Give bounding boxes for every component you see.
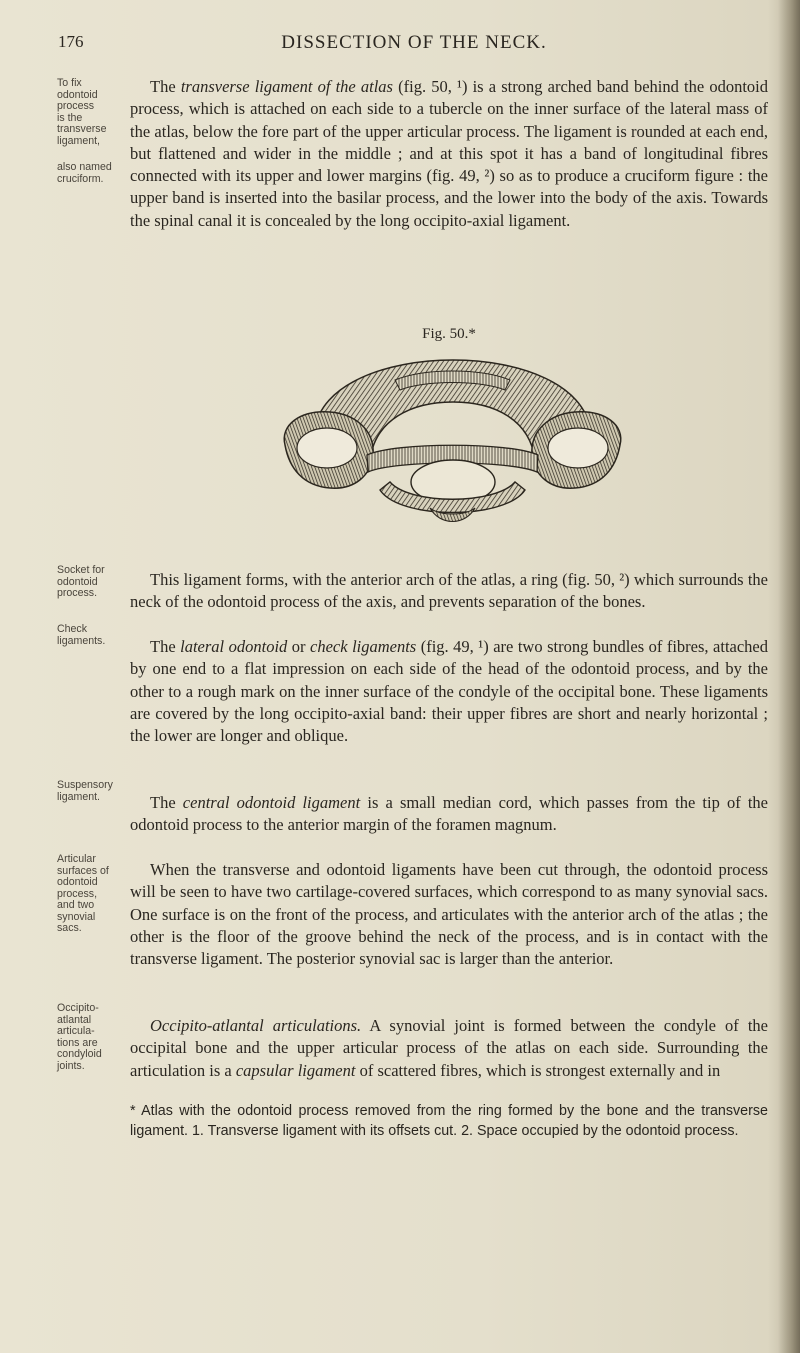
margin-note-cruciform xyxy=(57,162,123,185)
paragraph-occipito-atlantal xyxy=(130,1015,768,1082)
italic-term: check ligaments xyxy=(310,637,417,656)
text-run: The xyxy=(150,637,181,656)
paragraph-transverse-ligament xyxy=(130,76,768,232)
figure-caption: Fig. 50.* xyxy=(422,326,476,342)
margin-note-transverse-ligament xyxy=(57,78,123,147)
text-run: of scattered fibres, which is strongest externally and in xyxy=(355,1060,721,1080)
margin-note-line: articula- xyxy=(57,1025,95,1037)
paragraph-articular-surfaces xyxy=(130,859,768,970)
margin-note-line: To fix xyxy=(57,77,82,89)
text-run: The xyxy=(150,793,183,812)
margin-note-check-ligaments xyxy=(57,624,123,647)
margin-note-line: sacs. xyxy=(57,922,82,934)
margin-note-line: joints. xyxy=(57,1059,85,1072)
paragraph-central-odontoid xyxy=(130,792,768,837)
margin-note-articular xyxy=(57,854,123,935)
margin-note-socket xyxy=(57,565,123,600)
margin-note-line: synovial xyxy=(57,910,96,923)
italic-term: lateral odontoid xyxy=(180,637,288,656)
margin-note-line: process. xyxy=(57,587,98,599)
italic-term: Occipito-atlantal articulations. xyxy=(150,1016,362,1035)
margin-note-line: ligament, xyxy=(57,134,100,147)
atlas-vertebra-illustration xyxy=(275,350,630,530)
text-run: A synovial joint is formed between the condyle of the occipital bone and the upper articular process of the atlas on each side. Surrounding the articulation is a xyxy=(130,1016,769,1080)
text-run: The xyxy=(150,77,181,96)
margin-note-line: surfaces of xyxy=(57,864,109,877)
margin-note-line: cruciform. xyxy=(57,172,104,185)
text-run: is a small median cord, which passes from the tip of the odontoid process to the anterior margin of the foramen magnum. xyxy=(130,793,769,835)
margin-note-suspensory xyxy=(57,780,123,803)
paragraph-check-ligaments xyxy=(130,636,768,747)
margin-note-line: process xyxy=(57,100,95,112)
italic-term: capsular ligament xyxy=(235,1060,356,1080)
italic-term: transverse ligament of the atlas xyxy=(180,77,393,96)
figure-footnote: * Atlas with the odontoid process removed from the ring formed by the bone and the transverse ligament. 1. Transverse ligament with its offsets cut. 2. Space occupied by the odontoid process. xyxy=(130,1103,768,1139)
margin-note-line: atlantal xyxy=(57,1013,92,1026)
text-run: or xyxy=(287,637,311,656)
margin-note-line: condyloid xyxy=(57,1048,102,1060)
margin-note-line: Socket for xyxy=(57,564,105,576)
margin-note-line: ligaments. xyxy=(57,634,106,647)
margin-note-occipito-atlantal xyxy=(57,1003,123,1072)
italic-term: central odontoid ligament xyxy=(182,793,361,812)
paragraph-text: When the transverse and odontoid ligaments have been cut through, the odontoid process will be seen to have two cartilage-covered surfaces, which correspond to as many synovial sacs. One surface is on the front of the process, and articulates with the anterior arch of the atlas ; the other is the floor of the groove behind the neck of the process, and is in contact with the transverse ligament. The posterior synovial sac is larger than the anterior. xyxy=(130,860,768,969)
margin-note-line: and two xyxy=(57,899,95,911)
margin-note-line: also named xyxy=(57,161,112,173)
margin-note-line: is the xyxy=(57,111,83,124)
margin-note-line: odontoid xyxy=(57,88,98,101)
paragraph-text: This ligament forms, with the anterior arch of the atlas, a ring (fig. 50, ²) which surrounds the neck of the odontoid process of the axis, and prevents separation of the bones. xyxy=(130,570,768,612)
paragraph-odontoid-ring xyxy=(130,569,768,614)
margin-note-line: odontoid xyxy=(57,876,98,888)
running-head: DISSECTION OF THE NECK. xyxy=(281,32,547,53)
margin-note-line: Articular xyxy=(57,853,96,865)
text-run: (fig. 50, ¹) is a strong arched band behind the odontoid process, which is attached on each side to a tubercle on the inner surface of the lateral mass of the atlas, below the fore part of the upper articular process. The ligament is rounded at each end, but flattened and wider in the middle ; and at this spot it has a band of longitudinal fibres connected with its upper and lower margins (fig. 49, ²) so as to produce a cruciform figure : the upper band is inserted into the basilar process, and the lower into the body of the axis. Towards the spinal canal it is concealed by the long occipito-axial ligament. xyxy=(130,77,768,230)
margin-note-line: process, xyxy=(57,887,98,900)
margin-note-line: tions are xyxy=(57,1036,98,1049)
margin-note-line: odontoid xyxy=(57,575,98,588)
margin-note-line: Occipito- xyxy=(57,1002,99,1014)
page-number: 176 xyxy=(58,32,84,51)
page-edge-shadow xyxy=(778,0,800,1353)
margin-note-line: Suspensory xyxy=(57,779,113,791)
margin-note-line: Check xyxy=(57,623,88,635)
margin-note-line: ligament. xyxy=(57,790,100,803)
margin-note-line: transverse xyxy=(57,123,107,135)
text-run: (fig. 49, ¹) are two strong bundles of fibres, attached by one end to a flat impression on each side of the head of the odontoid process, and by the other to a rough mark on the inner surface of the condyle of the occipital bone. These ligaments are covered by the long occipito-axial band: their upper fibres are short and nearly horizontal ; the lower are longer and oblique. xyxy=(130,637,768,746)
page-header xyxy=(58,32,770,62)
